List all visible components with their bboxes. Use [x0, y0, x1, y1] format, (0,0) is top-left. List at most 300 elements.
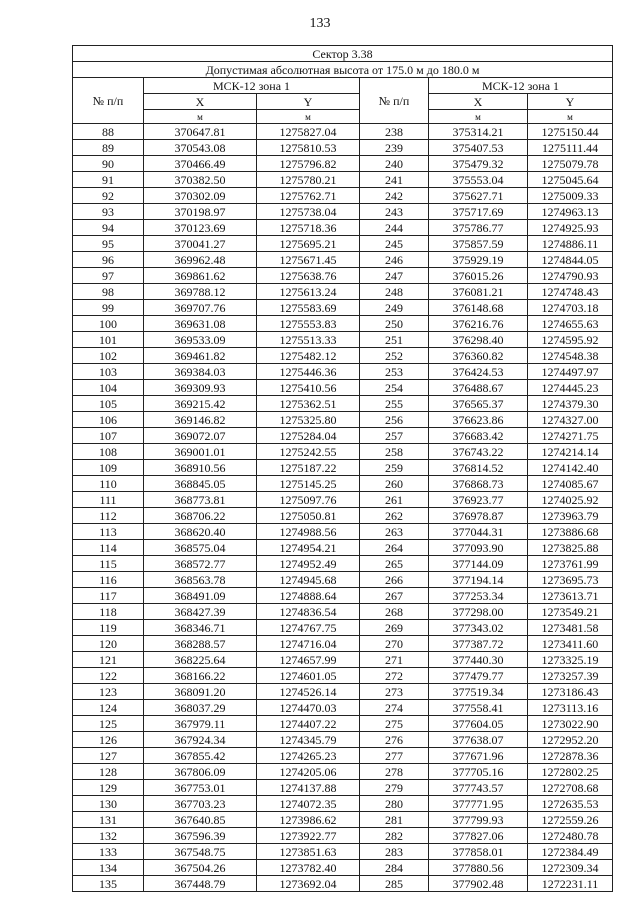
y-value-right: 1275150.44	[528, 124, 613, 140]
table-body	[73, 124, 613, 892]
y-value-left: 1275762.71	[257, 188, 360, 204]
y-value-left: 1274954.21	[257, 540, 360, 556]
x-value-right: 376148.68	[429, 300, 528, 316]
y-value-left: 1275583.69	[257, 300, 360, 316]
num-header-left: № п/п	[73, 78, 144, 124]
x-value-right: 377298.00	[429, 604, 528, 620]
table-row	[73, 476, 613, 492]
y-value-right: 1272384.49	[528, 844, 613, 860]
point-number-right: 260	[360, 476, 429, 492]
x-value-left: 369072.07	[144, 428, 257, 444]
x-value-left: 367806.09	[144, 764, 257, 780]
point-number-left: 128	[73, 764, 144, 780]
table-row	[73, 860, 613, 876]
x-value-left: 370123.69	[144, 220, 257, 236]
x-value-left: 368773.81	[144, 492, 257, 508]
point-number-right: 242	[360, 188, 429, 204]
y-value-right: 1274703.18	[528, 300, 613, 316]
y-value-right: 1275111.44	[528, 140, 613, 156]
point-number-left: 112	[73, 508, 144, 524]
table-row	[73, 172, 613, 188]
y-value-left: 1275145.25	[257, 476, 360, 492]
point-number-left: 95	[73, 236, 144, 252]
x-value-left: 368491.09	[144, 588, 257, 604]
y-value-right: 1272878.36	[528, 748, 613, 764]
x-value-left: 369309.93	[144, 380, 257, 396]
x-value-left: 370466.49	[144, 156, 257, 172]
point-number-right: 277	[360, 748, 429, 764]
x-value-right: 376623.86	[429, 412, 528, 428]
x-value-right: 377771.95	[429, 796, 528, 812]
point-number-right: 279	[360, 780, 429, 796]
x-value-right: 377880.56	[429, 860, 528, 876]
point-number-right: 255	[360, 396, 429, 412]
point-number-right: 257	[360, 428, 429, 444]
y-value-right: 1274925.93	[528, 220, 613, 236]
x-value-left: 368166.22	[144, 668, 257, 684]
y-value-right: 1274085.67	[528, 476, 613, 492]
y-value-left: 1274526.14	[257, 684, 360, 700]
y-value-right: 1273411.60	[528, 636, 613, 652]
point-number-left: 115	[73, 556, 144, 572]
y-value-left: 1275695.21	[257, 236, 360, 252]
point-number-right: 248	[360, 284, 429, 300]
table-row	[73, 812, 613, 828]
point-number-right: 238	[360, 124, 429, 140]
x-value-left: 367924.34	[144, 732, 257, 748]
y-value-right: 1273113.16	[528, 700, 613, 716]
x-value-left: 367703.23	[144, 796, 257, 812]
y-value-right: 1273886.68	[528, 524, 613, 540]
table-row	[73, 828, 613, 844]
table-row	[73, 364, 613, 380]
y-value-left: 1274345.79	[257, 732, 360, 748]
y-value-right: 1273549.21	[528, 604, 613, 620]
y-value-left: 1275738.04	[257, 204, 360, 220]
y-value-left: 1274767.75	[257, 620, 360, 636]
y-value-left: 1274657.99	[257, 652, 360, 668]
x-value-left: 369707.76	[144, 300, 257, 316]
point-number-left: 91	[73, 172, 144, 188]
point-number-right: 271	[360, 652, 429, 668]
table-row	[73, 796, 613, 812]
point-number-left: 105	[73, 396, 144, 412]
table-row	[73, 204, 613, 220]
x-value-right: 375786.77	[429, 220, 528, 236]
y-value-left: 1274836.54	[257, 604, 360, 620]
x-value-right: 377253.34	[429, 588, 528, 604]
x-value-left: 369533.09	[144, 332, 257, 348]
point-number-right: 262	[360, 508, 429, 524]
y-value-left: 1275553.83	[257, 316, 360, 332]
point-number-right: 256	[360, 412, 429, 428]
x-value-right: 375314.21	[429, 124, 528, 140]
unit-y-left: м	[257, 110, 360, 124]
x-value-left: 368427.39	[144, 604, 257, 620]
point-number-right: 273	[360, 684, 429, 700]
point-number-left: 96	[73, 252, 144, 268]
y-value-right: 1272309.34	[528, 860, 613, 876]
table-row	[73, 412, 613, 428]
x-value-right: 377387.72	[429, 636, 528, 652]
point-number-left: 135	[73, 876, 144, 892]
y-value-left: 1275671.45	[257, 252, 360, 268]
point-number-left: 121	[73, 652, 144, 668]
x-value-left: 368575.04	[144, 540, 257, 556]
point-number-right: 264	[360, 540, 429, 556]
y-value-right: 1274655.63	[528, 316, 613, 332]
y-value-left: 1275187.22	[257, 460, 360, 476]
sector-title: Сектор 3.38	[73, 46, 613, 62]
x-value-left: 368910.56	[144, 460, 257, 476]
point-number-left: 110	[73, 476, 144, 492]
y-value-right: 1274025.92	[528, 492, 613, 508]
point-number-left: 92	[73, 188, 144, 204]
x-value-right: 375479.32	[429, 156, 528, 172]
point-number-left: 123	[73, 684, 144, 700]
x-value-left: 369962.48	[144, 252, 257, 268]
x-value-right: 377044.31	[429, 524, 528, 540]
point-number-left: 113	[73, 524, 144, 540]
x-value-right: 377671.96	[429, 748, 528, 764]
y-value-left: 1273692.04	[257, 876, 360, 892]
point-number-left: 99	[73, 300, 144, 316]
y-header-right: Y	[528, 94, 613, 110]
y-value-right: 1274445.23	[528, 380, 613, 396]
point-number-right: 266	[360, 572, 429, 588]
x-value-left: 368346.71	[144, 620, 257, 636]
table-row	[73, 396, 613, 412]
y-value-right: 1273022.90	[528, 716, 613, 732]
point-number-right: 267	[360, 588, 429, 604]
x-value-left: 368845.05	[144, 476, 257, 492]
x-value-left: 369788.12	[144, 284, 257, 300]
x-value-right: 376923.77	[429, 492, 528, 508]
y-value-left: 1275482.12	[257, 348, 360, 364]
point-number-left: 107	[73, 428, 144, 444]
x-value-left: 370382.50	[144, 172, 257, 188]
x-value-right: 377705.16	[429, 764, 528, 780]
point-number-right: 252	[360, 348, 429, 364]
table-row	[73, 236, 613, 252]
y-value-left: 1274205.06	[257, 764, 360, 780]
point-number-left: 131	[73, 812, 144, 828]
x-value-left: 367548.75	[144, 844, 257, 860]
table-row	[73, 268, 613, 284]
x-value-right: 376015.26	[429, 268, 528, 284]
x-value-right: 376216.76	[429, 316, 528, 332]
point-number-left: 103	[73, 364, 144, 380]
x-value-right: 376978.87	[429, 508, 528, 524]
table-row	[73, 572, 613, 588]
y-value-left: 1274601.05	[257, 668, 360, 684]
point-number-right: 285	[360, 876, 429, 892]
point-number-right: 272	[360, 668, 429, 684]
point-number-left: 134	[73, 860, 144, 876]
x-value-right: 376488.67	[429, 380, 528, 396]
x-value-left: 368288.57	[144, 636, 257, 652]
y-value-right: 1274379.30	[528, 396, 613, 412]
point-number-left: 94	[73, 220, 144, 236]
x-value-right: 377194.14	[429, 572, 528, 588]
y-value-right: 1274271.75	[528, 428, 613, 444]
point-number-right: 265	[360, 556, 429, 572]
y-value-left: 1273851.63	[257, 844, 360, 860]
x-value-right: 377638.07	[429, 732, 528, 748]
y-value-right: 1274790.93	[528, 268, 613, 284]
point-number-left: 104	[73, 380, 144, 396]
point-number-right: 268	[360, 604, 429, 620]
y-value-right: 1274886.11	[528, 236, 613, 252]
table-row	[73, 764, 613, 780]
point-number-left: 132	[73, 828, 144, 844]
x-value-left: 370302.09	[144, 188, 257, 204]
point-number-right: 276	[360, 732, 429, 748]
y-value-right: 1272708.68	[528, 780, 613, 796]
point-number-left: 133	[73, 844, 144, 860]
x-value-left: 368563.78	[144, 572, 257, 588]
point-number-left: 101	[73, 332, 144, 348]
y-value-right: 1274497.97	[528, 364, 613, 380]
point-number-left: 93	[73, 204, 144, 220]
point-number-left: 88	[73, 124, 144, 140]
x-value-left: 368706.22	[144, 508, 257, 524]
y-value-left: 1274470.03	[257, 700, 360, 716]
x-value-left: 368225.64	[144, 652, 257, 668]
zone-header-left: МСК-12 зона 1	[144, 78, 360, 94]
x-value-left: 369461.82	[144, 348, 257, 364]
x-value-left: 367753.01	[144, 780, 257, 796]
table-row	[73, 188, 613, 204]
table-row	[73, 604, 613, 620]
table-row	[73, 220, 613, 236]
point-number-right: 249	[360, 300, 429, 316]
x-value-left: 369631.08	[144, 316, 257, 332]
point-number-right: 254	[360, 380, 429, 396]
point-number-right: 240	[360, 156, 429, 172]
point-number-left: 117	[73, 588, 144, 604]
point-number-right: 281	[360, 812, 429, 828]
point-number-left: 100	[73, 316, 144, 332]
x-value-left: 367855.42	[144, 748, 257, 764]
x-value-left: 367504.26	[144, 860, 257, 876]
height-note: Допустимая абсолютная высота от 175.0 м до 180.0 м	[73, 62, 613, 78]
y-value-right: 1272802.25	[528, 764, 613, 780]
table-row	[73, 508, 613, 524]
table-row	[73, 588, 613, 604]
point-number-right: 283	[360, 844, 429, 860]
table-row	[73, 460, 613, 476]
x-value-right: 375627.71	[429, 188, 528, 204]
x-value-right: 377827.06	[429, 828, 528, 844]
x-value-right: 377902.48	[429, 876, 528, 892]
y-value-right: 1274844.05	[528, 252, 613, 268]
y-value-left: 1274952.49	[257, 556, 360, 572]
x-value-right: 376298.40	[429, 332, 528, 348]
x-value-left: 367979.11	[144, 716, 257, 732]
point-number-right: 250	[360, 316, 429, 332]
x-value-left: 368620.40	[144, 524, 257, 540]
y-value-left: 1275410.56	[257, 380, 360, 396]
y-value-right: 1274548.38	[528, 348, 613, 364]
x-value-right: 375407.53	[429, 140, 528, 156]
table-row	[73, 300, 613, 316]
y-value-right: 1274748.43	[528, 284, 613, 300]
x-value-right: 377604.05	[429, 716, 528, 732]
table-row	[73, 524, 613, 540]
x-value-right: 375929.19	[429, 252, 528, 268]
table-row	[73, 732, 613, 748]
y-value-left: 1275284.04	[257, 428, 360, 444]
x-value-right: 376683.42	[429, 428, 528, 444]
x-value-left: 369384.03	[144, 364, 257, 380]
y-value-left: 1275718.36	[257, 220, 360, 236]
y-value-left: 1274888.64	[257, 588, 360, 604]
table-row	[73, 332, 613, 348]
y-value-left: 1273986.62	[257, 812, 360, 828]
point-number-left: 111	[73, 492, 144, 508]
point-number-right: 241	[360, 172, 429, 188]
x-value-right: 376424.53	[429, 364, 528, 380]
point-number-left: 120	[73, 636, 144, 652]
y-value-left: 1275446.36	[257, 364, 360, 380]
x-value-left: 369215.42	[144, 396, 257, 412]
table-row	[73, 380, 613, 396]
table-row	[73, 556, 613, 572]
table-row	[73, 748, 613, 764]
y-value-right: 1274327.00	[528, 412, 613, 428]
table-row	[73, 636, 613, 652]
x-value-left: 367596.39	[144, 828, 257, 844]
y-value-right: 1274595.92	[528, 332, 613, 348]
x-value-right: 375857.59	[429, 236, 528, 252]
unit-x-right: м	[429, 110, 528, 124]
point-number-right: 246	[360, 252, 429, 268]
point-number-left: 106	[73, 412, 144, 428]
y-value-left: 1275242.55	[257, 444, 360, 460]
point-number-left: 89	[73, 140, 144, 156]
point-number-right: 274	[360, 700, 429, 716]
y-value-left: 1274072.35	[257, 796, 360, 812]
point-number-left: 125	[73, 716, 144, 732]
x-value-right: 377343.02	[429, 620, 528, 636]
y-value-right: 1274214.14	[528, 444, 613, 460]
y-value-left: 1274988.56	[257, 524, 360, 540]
unit-x-left: м	[144, 110, 257, 124]
point-number-right: 239	[360, 140, 429, 156]
point-number-left: 90	[73, 156, 144, 172]
coordinates-table	[72, 45, 613, 892]
point-number-right: 269	[360, 620, 429, 636]
y-value-left: 1275780.21	[257, 172, 360, 188]
y-value-left: 1274265.23	[257, 748, 360, 764]
y-value-left: 1275362.51	[257, 396, 360, 412]
table-row	[73, 668, 613, 684]
table-row	[73, 876, 613, 892]
point-number-left: 97	[73, 268, 144, 284]
point-number-right: 282	[360, 828, 429, 844]
table-row	[73, 620, 613, 636]
x-value-right: 375553.04	[429, 172, 528, 188]
point-number-right: 261	[360, 492, 429, 508]
table-row	[73, 780, 613, 796]
point-number-left: 122	[73, 668, 144, 684]
y-value-left: 1275513.33	[257, 332, 360, 348]
x-value-left: 370543.08	[144, 140, 257, 156]
y-value-left: 1275796.82	[257, 156, 360, 172]
y-value-left: 1275050.81	[257, 508, 360, 524]
y-value-right: 1273481.58	[528, 620, 613, 636]
y-value-left: 1273922.77	[257, 828, 360, 844]
x-value-right: 376743.22	[429, 444, 528, 460]
x-value-right: 376814.52	[429, 460, 528, 476]
x-value-right: 376081.21	[429, 284, 528, 300]
unit-y-right: м	[528, 110, 613, 124]
y-value-right: 1273257.39	[528, 668, 613, 684]
y-value-left: 1274945.68	[257, 572, 360, 588]
x-value-right: 377093.90	[429, 540, 528, 556]
table-row	[73, 284, 613, 300]
x-header-left: X	[144, 94, 257, 110]
y-value-right: 1272559.26	[528, 812, 613, 828]
table-row	[73, 140, 613, 156]
table-row	[73, 652, 613, 668]
y-value-right: 1274963.13	[528, 204, 613, 220]
point-number-right: 253	[360, 364, 429, 380]
y-value-right: 1273613.71	[528, 588, 613, 604]
y-value-right: 1273825.88	[528, 540, 613, 556]
y-value-right: 1272635.53	[528, 796, 613, 812]
table-row	[73, 700, 613, 716]
y-value-right: 1273325.19	[528, 652, 613, 668]
point-number-right: 284	[360, 860, 429, 876]
x-value-right: 377479.77	[429, 668, 528, 684]
y-value-right: 1275079.78	[528, 156, 613, 172]
y-value-left: 1275638.76	[257, 268, 360, 284]
point-number-left: 119	[73, 620, 144, 636]
table-row	[73, 716, 613, 732]
point-number-left: 118	[73, 604, 144, 620]
point-number-right: 245	[360, 236, 429, 252]
x-value-right: 375717.69	[429, 204, 528, 220]
y-value-left: 1275810.53	[257, 140, 360, 156]
point-number-right: 259	[360, 460, 429, 476]
x-value-left: 369001.01	[144, 444, 257, 460]
x-header-right: X	[429, 94, 528, 110]
x-value-left: 369146.82	[144, 412, 257, 428]
point-number-right: 278	[360, 764, 429, 780]
x-value-left: 367640.85	[144, 812, 257, 828]
point-number-right: 258	[360, 444, 429, 460]
point-number-left: 124	[73, 700, 144, 716]
point-number-left: 129	[73, 780, 144, 796]
point-number-right: 275	[360, 716, 429, 732]
y-value-left: 1275325.80	[257, 412, 360, 428]
point-number-right: 270	[360, 636, 429, 652]
y-value-right: 1273963.79	[528, 508, 613, 524]
point-number-right: 243	[360, 204, 429, 220]
table-row	[73, 428, 613, 444]
y-value-right: 1272952.20	[528, 732, 613, 748]
point-number-right: 251	[360, 332, 429, 348]
x-value-right: 377799.93	[429, 812, 528, 828]
y-value-left: 1275097.76	[257, 492, 360, 508]
table-row	[73, 492, 613, 508]
y-value-right: 1274142.40	[528, 460, 613, 476]
y-value-right: 1272480.78	[528, 828, 613, 844]
x-value-left: 370647.81	[144, 124, 257, 140]
point-number-right: 244	[360, 220, 429, 236]
